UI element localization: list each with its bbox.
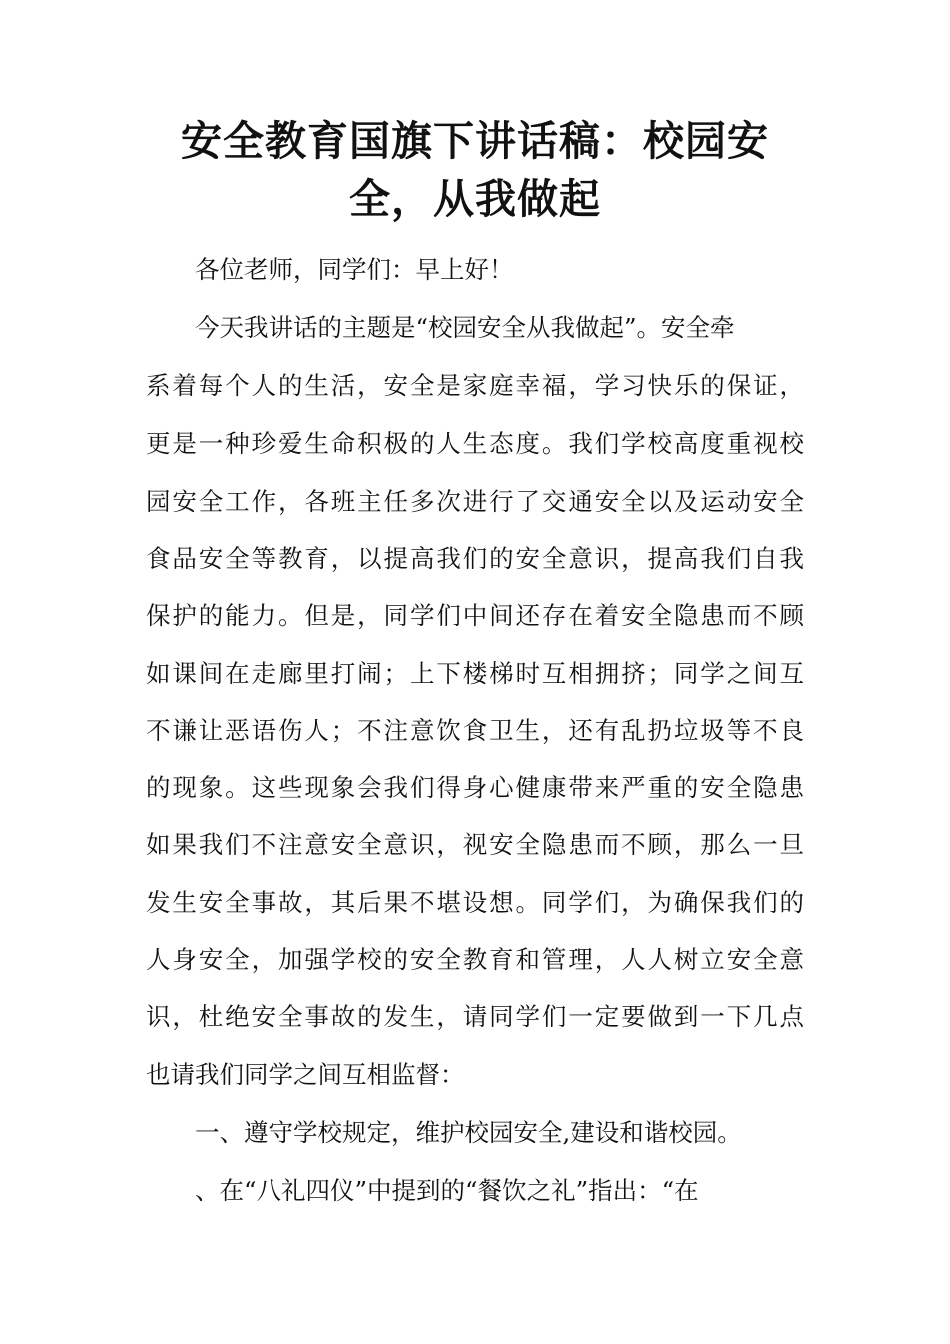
paragraph-line: 如课间在走廊里打闹；上下楼梯时互相拥挤；同学之间互 — [146, 659, 804, 688]
paragraph-line: 识，杜绝安全事故的发生，请同学们一定要做到一下几点 — [146, 1002, 804, 1031]
paragraph-line: 不谦让恶语伤人；不注意饮食卫生，还有乱扔垃圾等不良 — [146, 716, 804, 745]
paragraph-line: 发生安全事故，其后果不堪设想。同学们，为确保我们的 — [146, 888, 804, 917]
page-title: 安全教育国旗下讲话稿：校园安全，从我做起 — [181, 117, 769, 223]
paragraph-line: 食品安全等教育，以提高我们的安全意识，提高我们自我 — [146, 544, 804, 573]
paragraph-line: 今天我讲话的主题是“校园安全从我做起”。安全牵 — [195, 313, 735, 342]
paragraph-line: 园安全工作，各班主任多次进行了交通安全以及运动安全 — [146, 487, 804, 516]
paragraph-line: 更是一种珍爱生命积极的人生态度。我们学校高度重视校 — [146, 429, 804, 458]
paragraph-line: 人身安全，加强学校的安全教育和管理，人人树立安全意 — [146, 945, 804, 974]
paragraph-line: 保护的能力。但是，同学们中间还存在着安全隐患而不顾 — [146, 601, 804, 630]
paragraph-line: 如果我们不注意安全意识，视安全隐患而不顾，那么一旦 — [146, 830, 804, 859]
greeting-line: 各位老师，同学们：早上好！ — [195, 255, 514, 284]
list-item-1: 一、遵守学校规定，维护校园安全,建设和谐校园。 — [195, 1118, 742, 1147]
paragraph-line: 系着每个人的生活，安全是家庭幸福，学习快乐的保证， — [146, 371, 804, 400]
paragraph-line: 也请我们同学之间互相监督： — [146, 1060, 465, 1089]
list-item-2: 、在“八礼四仪”中提到的“餐饮之礼”指出：“在 — [195, 1176, 699, 1205]
paragraph-line: 的现象。这些现象会我们得身心健康带来严重的安全隐患 — [146, 773, 804, 802]
